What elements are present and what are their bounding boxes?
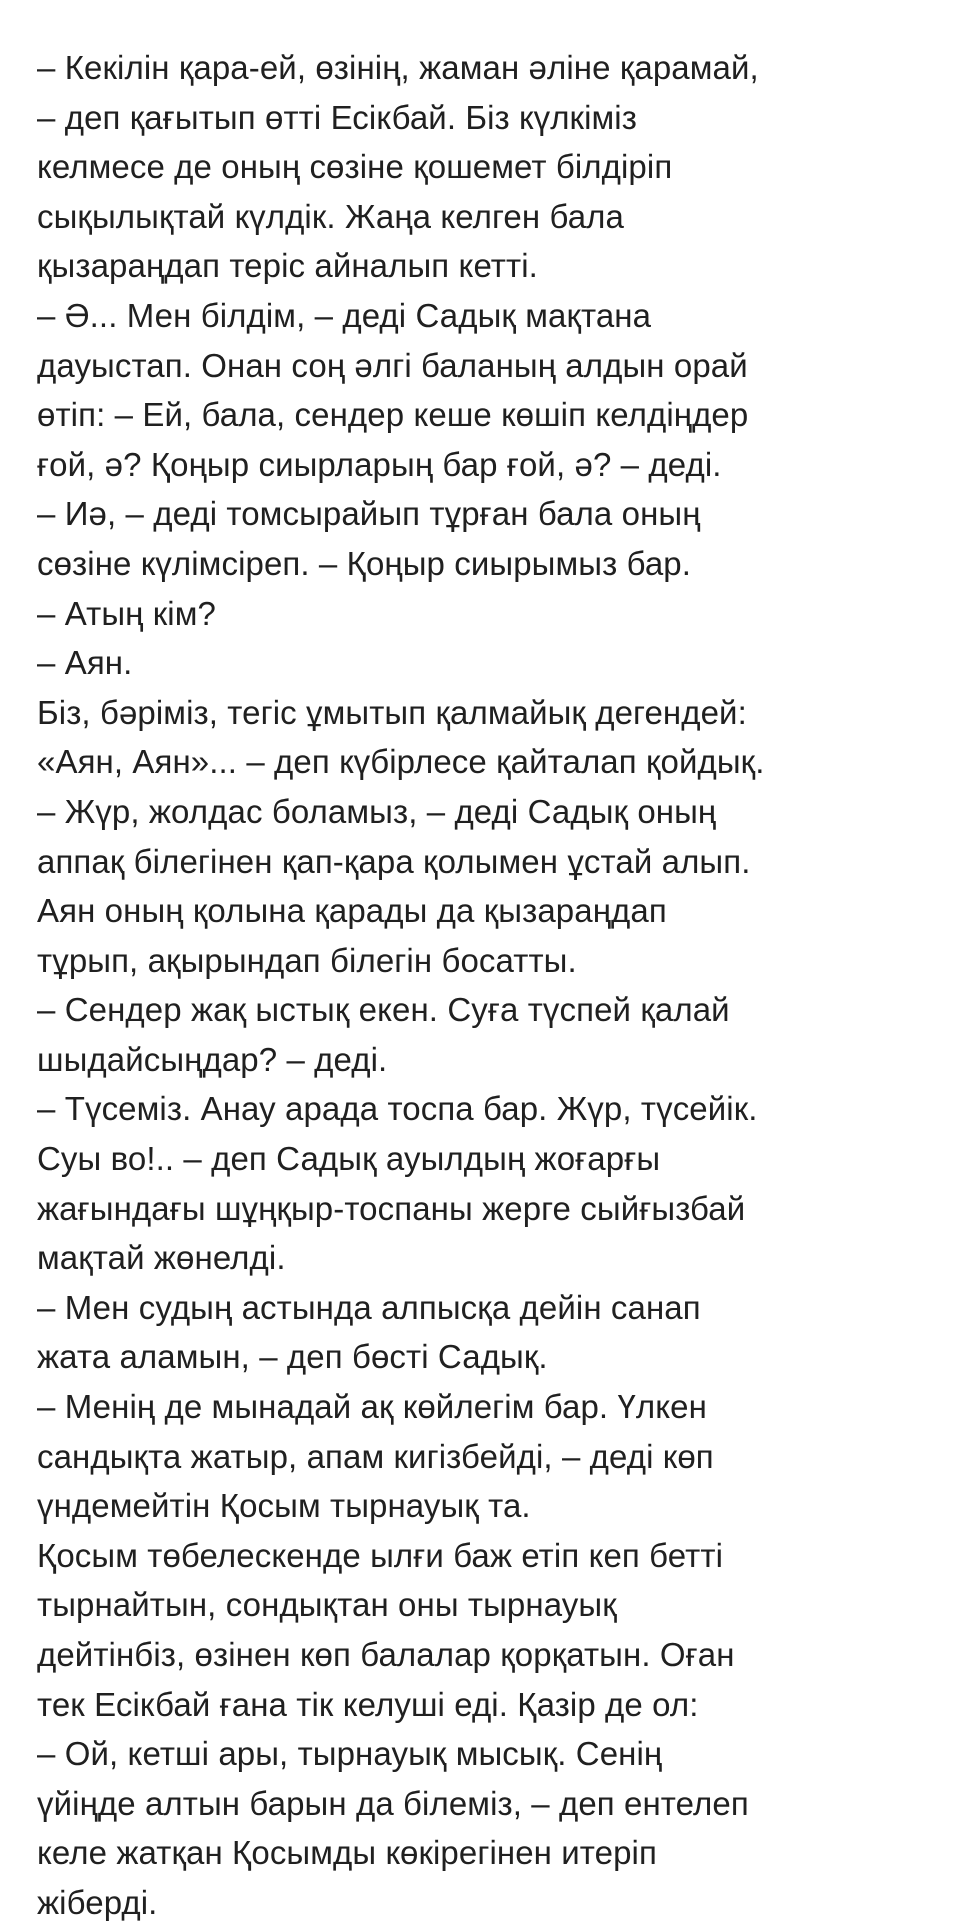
text-line: аппақ білегінен қап-қара қолымен ұстай алып. <box>37 842 751 880</box>
text-line: – Сендер жақ ыстық екен. Суға түспей қалай <box>37 991 730 1029</box>
text-line: Суы во!.. – деп Садық ауылдың жоғарғы <box>37 1140 661 1178</box>
text-line: Қосым төбелескенде ылғи баж етіп кеп бетті <box>37 1536 724 1574</box>
text-line: жата аламын, – деп бөсті Садық. <box>37 1338 548 1376</box>
text-line: – Ә... Мен білдім, – деді Садық мақтана <box>37 296 652 334</box>
text-line: жағындағы шұңқыр-тоспаны жерге сыйғызбай <box>37 1189 746 1227</box>
text-line: сықылықтай күлдік. Жаңа келген бала <box>37 197 624 235</box>
text-line: – Мен судың астында алпысқа дейін санап <box>37 1288 701 1326</box>
text-line: шыдайсыңдар? – деді. <box>37 1040 388 1078</box>
text-line: сандықта жатыр, апам кигізбейді, – деді көп <box>37 1437 714 1475</box>
text-line: – Иә, – деді томсырайып тұрған бала оның <box>37 495 701 533</box>
text-line: – Жүр, жолдас боламыз, – деді Садық оның <box>37 792 717 830</box>
text-line: – Түсеміз. Анау арада тоспа бар. Жүр, түсейік. <box>37 1090 758 1128</box>
text-line: тұрып, ақырындап білегін босатты. <box>37 941 577 979</box>
text-line: тек Есікбай ғана тік келуші еді. Қазір де ол: <box>37 1685 699 1723</box>
text-line: – Ой, кетші ары, тырнауық мысық. Сенің <box>37 1735 663 1773</box>
text-line: Біз, бәріміз, тегіс ұмытып қалмайық дегендей: <box>37 693 747 731</box>
text-line: – Менің де мынадай ақ көйлегім бар. Үлкен <box>37 1388 707 1426</box>
text-line: қызараңдап теріс айналып кетті. <box>37 247 538 285</box>
text-line: «Аян, Аян»... – деп күбірлесе қайталап қойдық. <box>37 743 765 781</box>
text-line: мақтай жөнелді. <box>37 1239 286 1277</box>
text-line: ғой, ә? Қоңыр сиырларың бар ғой, ә? – деді. <box>37 445 722 483</box>
text-line: үйіңде алтын барын да білеміз, – деп ентелеп <box>37 1784 749 1822</box>
story-text <box>37 43 938 1928</box>
text-line: дауыстап. Онан соң әлгі баланың алдын орай <box>37 346 748 384</box>
text-line: дейтінбіз, өзінен көп балалар қорқатын. Оған <box>37 1636 735 1673</box>
text-line: – Атың кім? <box>37 594 216 632</box>
text-line: – Кекілін қара-ей, өзінің, жаман әліне қарамай, <box>37 49 759 86</box>
text-line: Аян оның қолына қарады да қызараңдап <box>37 892 667 930</box>
text-line: – деп қағытып өтті Есікбай. Біз күлкіміз <box>37 98 637 136</box>
text-line: келмесе де оның сөзіне қошемет білдіріп <box>37 148 673 186</box>
text-line: үндемейтін Қосым тырнауық та. <box>37 1487 531 1525</box>
text-line: сөзіне күлімсіреп. – Қоңыр сиырымыз бар. <box>37 544 692 582</box>
text-line: өтіп: – Ей, бала, сендер кеше көшіп келдіңдер <box>37 396 749 434</box>
text-line: жіберді. <box>37 1883 158 1921</box>
text-line: келе жатқан Қосымды көкірегінен итеріп <box>37 1834 657 1872</box>
text-line: тырнайтын, сондықтан оны тырнауық <box>37 1586 617 1624</box>
text-line: – Аян. <box>37 644 133 682</box>
